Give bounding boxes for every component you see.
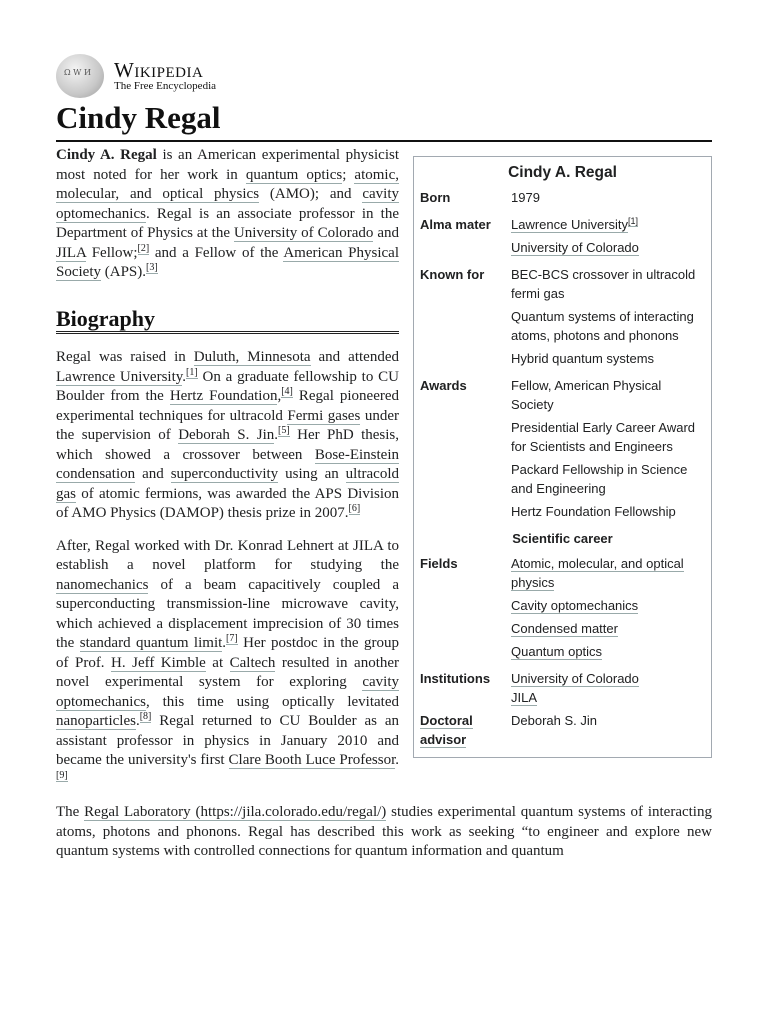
citation-link[interactable]: [7] xyxy=(226,633,238,644)
text: under the supervision of xyxy=(56,407,399,443)
infobox-value-item xyxy=(511,238,705,257)
text: using an xyxy=(278,466,346,482)
infobox-row xyxy=(414,709,711,751)
text: and attended xyxy=(310,349,399,365)
infobox-value xyxy=(511,711,705,749)
wikipedia-globe-icon xyxy=(56,54,104,98)
wiki-link[interactable]: Caltech xyxy=(229,654,276,671)
infobox-link[interactable]: University of Colorado xyxy=(511,240,639,255)
text: . xyxy=(135,713,140,729)
infobox-value xyxy=(511,554,705,665)
infobox-rows xyxy=(414,186,711,527)
infobox-title: Cindy A. Regal xyxy=(508,164,617,181)
text: (AMO); and xyxy=(259,186,363,202)
infobox-link[interactable]: Cavity optomechanics xyxy=(511,598,639,613)
wiki-link[interactable]: Duluth, Minnesota xyxy=(193,349,311,365)
text: . xyxy=(274,427,279,443)
citation-link[interactable]: [3] xyxy=(146,262,158,273)
wiki-link[interactable]: Hertz Foundation xyxy=(169,388,278,404)
wiki-link[interactable]: American Physical Society xyxy=(56,244,399,280)
infobox-text: BEC-BCS crossover in ultracold fermi gas xyxy=(511,267,696,301)
text: On a graduate fellowship to CU Boulder from the xyxy=(56,368,399,404)
tagline: The Free Encyclopedia xyxy=(114,80,217,92)
wiki-link[interactable]: atomic, molecular, and optical physics xyxy=(56,166,399,202)
wiki-link[interactable]: JILA xyxy=(56,244,86,261)
infobox-row xyxy=(414,186,711,213)
wiki-link[interactable]: Fermi gases xyxy=(287,407,361,424)
text: After, Regal worked with Dr. Konrad Lehnert at JILA to establish a novel platform for studying the xyxy=(56,537,399,573)
infobox-link[interactable]: Atomic, molecular, and optical physics xyxy=(511,556,684,590)
text: and a Fellow of the xyxy=(149,244,284,261)
text: The xyxy=(56,804,85,820)
wiki-link[interactable]: standard quantum limit xyxy=(79,635,223,651)
infobox-value-item xyxy=(511,711,705,730)
text: is an American experimental physicist most noted for her work in xyxy=(56,147,399,183)
wiki-link[interactable]: ultracold gas xyxy=(56,466,399,502)
citation-link[interactable]: [2] xyxy=(137,242,150,254)
infobox-value-item xyxy=(511,307,705,345)
infobox xyxy=(413,156,712,758)
wiki-link[interactable]: Lawrence University xyxy=(56,368,183,385)
wiki-link[interactable]: Bose-Einstein condensation xyxy=(56,446,399,482)
text: Regal was raised in xyxy=(56,349,194,365)
text: Fellow; xyxy=(86,244,138,261)
infobox-value-item xyxy=(511,596,705,615)
bio-paragraph xyxy=(56,803,712,862)
infobox-value xyxy=(511,188,705,211)
infobox-link[interactable]: Condensed matter xyxy=(511,621,618,636)
text: resulted in another novel experimental system for exploring xyxy=(56,654,400,690)
infobox-label: Alma mater xyxy=(420,217,491,232)
wordmark-text: Wikipedia xyxy=(114,58,204,82)
text: ; xyxy=(342,166,355,183)
wiki-link[interactable]: nanomechanics xyxy=(56,576,149,593)
citation-link[interactable]: [6] xyxy=(348,503,361,514)
wiki-link[interactable]: Regal Laboratory (https://jila.colorado.edu/regal/) xyxy=(84,804,387,820)
text: , xyxy=(277,388,282,404)
text: Regal returned to CU Boulder as an assistant professor in physics in January 2010 and became the university's first xyxy=(56,713,399,768)
infobox-text: Hybrid quantum systems xyxy=(511,351,655,366)
wiki-link[interactable]: H. Jeff Kimble xyxy=(111,654,206,671)
citation-link[interactable]: [5] xyxy=(278,425,290,436)
infobox-value xyxy=(511,669,705,707)
citation-link[interactable]: [1] xyxy=(628,215,639,226)
text: Her postdoc in the group of Prof. xyxy=(56,635,399,671)
wiki-link[interactable]: superconductivity xyxy=(170,466,279,482)
text: and xyxy=(135,466,171,482)
infobox-value-item xyxy=(511,349,705,368)
infobox-link[interactable]: Quantum optics xyxy=(511,644,603,659)
infobox-value-item xyxy=(511,642,705,661)
wikipedia-logo[interactable] xyxy=(56,54,712,98)
page-title: Cindy Regal xyxy=(56,100,712,142)
citation-link[interactable]: [4] xyxy=(281,386,293,397)
infobox-row xyxy=(414,213,711,263)
infobox-text: Deborah S. Jin xyxy=(511,713,597,728)
infobox-row xyxy=(414,552,711,667)
infobox-value-item xyxy=(511,265,705,303)
infobox-label: Awards xyxy=(420,378,467,393)
infobox-value-item xyxy=(511,502,705,521)
infobox-row xyxy=(414,374,711,527)
infobox-value-item xyxy=(511,688,705,707)
infobox-text: Presidential Early Career Award for Scientists and Engineers xyxy=(511,420,696,454)
infobox-value-item xyxy=(511,215,705,234)
infobox-text: 1979 xyxy=(511,190,540,205)
infobox-label: Fields xyxy=(420,556,458,571)
infobox-career-rows xyxy=(414,552,711,751)
wiki-link[interactable]: cavity optomechanics xyxy=(56,674,399,710)
infobox-link[interactable]: Lawrence University xyxy=(511,217,629,232)
text: of atomic fermions, was awarded the APS Division of AMO Physics (DAMOP) thesis prize in 2007. xyxy=(56,485,399,521)
text: at xyxy=(205,654,230,671)
text: Her PhD thesis, which showed a crossover between xyxy=(56,427,400,463)
infobox-label: Known for xyxy=(420,267,485,282)
infobox-value-item xyxy=(511,619,705,638)
citation-link[interactable]: [8] xyxy=(139,711,152,722)
infobox-link[interactable]: University of Colorado xyxy=(511,671,639,686)
wordmark xyxy=(114,60,216,92)
text: studies experimental quantum systems of interacting atoms, photons and phonons. Regal has described this work as seeking “to engineer and explore new quantum systems with controlled connections for quantum information and quantum xyxy=(56,804,712,859)
wiki-link[interactable]: nanoparticles xyxy=(56,713,136,729)
wiki-link[interactable]: Clare Booth Luce Professor xyxy=(228,752,396,768)
infobox-value xyxy=(511,215,705,261)
section-heading-biography: Biography xyxy=(56,309,399,335)
wiki-link[interactable]: cavity optomechanics xyxy=(56,186,399,222)
infobox-value-item xyxy=(511,418,705,456)
infobox-label: Institutions xyxy=(420,671,491,686)
infobox-label: Born xyxy=(420,190,451,205)
infobox-label-link[interactable]: Doctoral advisor xyxy=(420,713,473,747)
wiki-link[interactable]: Deborah S. Jin xyxy=(178,427,275,443)
bold-name: Cindy A. Regal xyxy=(56,147,157,163)
text: . xyxy=(182,368,187,385)
citation-link[interactable]: [9] xyxy=(56,769,68,781)
article-page xyxy=(56,54,712,875)
infobox-link[interactable]: JILA xyxy=(511,690,538,705)
text: . Regal is an associate professor in the Department of Physics at the xyxy=(56,205,399,241)
infobox-value-item xyxy=(511,554,705,592)
text: (APS). xyxy=(101,264,147,280)
infobox-value xyxy=(511,376,705,525)
wiki-link[interactable]: University of Colorado xyxy=(233,225,374,241)
infobox-text: Fellow, American Physical Society xyxy=(511,378,662,412)
infobox-label xyxy=(420,711,511,749)
infobox-value-item xyxy=(511,376,705,414)
citation-link[interactable]: [1] xyxy=(186,366,198,378)
infobox-value-item xyxy=(511,460,705,498)
infobox-row xyxy=(414,667,711,709)
text: , this time using optically levitated xyxy=(145,693,399,710)
infobox-text: Hertz Foundation Fellowship xyxy=(511,504,676,519)
text: of a beam capacitively coupled a superconducting transmission-line microwave cavity, which achieved a displacement imprecision of 30 times the xyxy=(56,576,399,651)
text: . xyxy=(395,752,399,768)
infobox-text: Packard Fellowship in Science and Engineering xyxy=(511,462,688,496)
infobox-row xyxy=(414,263,711,374)
infobox-value-item xyxy=(511,188,705,207)
text: Regal pioneered experimental techniques for ultracold xyxy=(56,388,400,424)
text: and xyxy=(373,225,399,241)
infobox-value-item xyxy=(511,669,705,688)
wiki-link[interactable]: quantum optics xyxy=(245,166,343,183)
article-content xyxy=(56,146,712,862)
infobox-subheader: Scientific career xyxy=(512,531,613,546)
infobox-text: Quantum systems of interacting atoms, photons and phonons xyxy=(511,309,694,343)
infobox-value xyxy=(511,265,705,372)
text: . xyxy=(222,635,227,651)
